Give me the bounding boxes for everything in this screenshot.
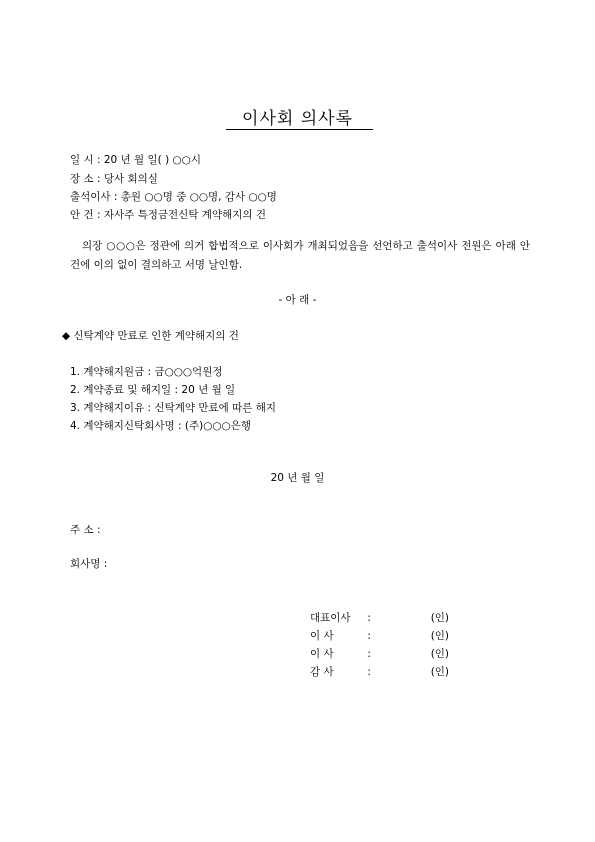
resolution-heading: ◆ 신탁계약 만료로 인한 계약해지의 건 <box>62 330 239 342</box>
resolution-item: 3. 계약해지이유 : 신탁계약 만료에 따른 해지 <box>70 402 277 414</box>
seal-mark: (인) <box>430 648 450 660</box>
resolution-item: 1. 계약해지원금 : 금○○○억원정 <box>70 366 223 378</box>
signature-role: 감 사 <box>310 666 334 678</box>
meta-place: 장 소 : 당사 회의실 <box>70 173 158 185</box>
title-underline <box>226 129 373 130</box>
signature-row <box>310 664 449 679</box>
signature-colon: : <box>367 630 371 642</box>
signature-role: 이 사 <box>310 648 334 660</box>
company-label: 회사명 : <box>70 558 108 570</box>
signature-row <box>310 628 449 643</box>
document-title: 이사회 의사록 <box>242 109 353 129</box>
signature-row <box>310 646 449 661</box>
section-marker: - 아 래 - <box>278 294 317 306</box>
address-label: 주 소 : <box>70 524 101 536</box>
date-line: 20 년 월 일 <box>270 472 325 484</box>
signature-colon: : <box>367 666 371 678</box>
meta-attendees: 출석이사 : 총원 ○○명 중 ○○명, 감사 ○○명 <box>70 191 277 203</box>
resolution-item: 4. 계약해지신탁회사명 : (주)○○○은행 <box>70 420 251 432</box>
opening-paragraph: 의장 ○○○은 정관에 의거 합법적으로 이사회가 개최되었음을 선언하고 출석이사 전원은 아래 안건에 이의 없이 결의하고 서명 날인함. <box>70 240 530 271</box>
signature-role: 이 사 <box>310 630 334 642</box>
meta-agenda: 안 건 : 자사주 특정금전신탁 계약해지의 건 <box>70 209 266 221</box>
signature-colon: : <box>367 648 371 660</box>
signature-colon: : <box>367 612 371 624</box>
signature-row <box>310 610 449 625</box>
seal-mark: (인) <box>430 630 450 642</box>
signature-role: 대표이사 <box>310 612 351 624</box>
resolution-item: 2. 계약종료 및 해지일 : 20 년 월 일 <box>70 384 236 396</box>
meta-datetime: 일 시 : 20 년 월 일( ) ○○시 <box>70 154 201 166</box>
seal-mark: (인) <box>430 666 450 678</box>
seal-mark: (인) <box>430 612 450 624</box>
